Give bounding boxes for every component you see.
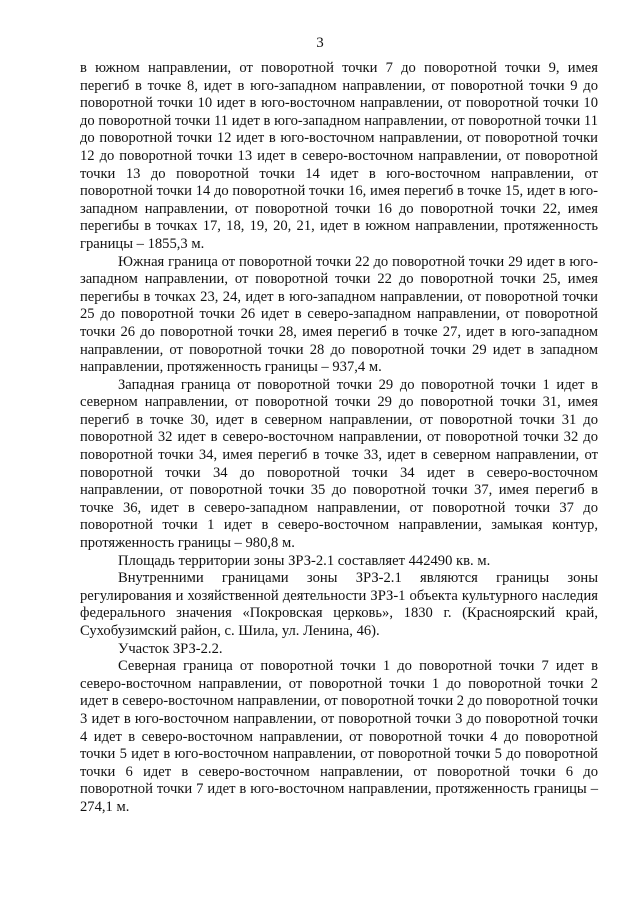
paragraph-west-boundary: Западная граница от поворотной точки 29 до поворотной точки 1 идет в северном направлении, от поворотной точки 29 до поворотной точки 31, имея перегиб в точке 30, идет в северном направлении, от поворотной точки 31 до поворотной 32 идет в северо-восточном направлении, от поворотной точки 32 до поворотной точки 34, имея перегиб в точке 33, идет в северном направлении, от поворотной точки 34 до поворотной точки 34 идет в северо-восточном направлении, от поворотной точки 35 до поворотной точки 37, имея перегиб в точке 36, идет в северо-западном направлении, от поворотной точки 37 до поворотной точки 1 идет в северо-восточном направлении, замыкая контур, протяженность границы – 980,8 м.: [80, 376, 598, 552]
paragraph-section-north-boundary: Северная граница от поворотной точки 1 до поворотной точки 7 идет в северо-восточном направлении, от поворотной точки 1 до поворотной точки 2 идет в северо-восточном направлении, от поворотной точки 2 до поворотной точки 3 идет в юго-восточном направлении, от поворотной точки 3 до поворотной точки 4 идет в северо-восточном направлении, от поворотной точки 4 до поворотной точки 5 идет в юго-восточном направлении, от поворотной точки 5 до поворотной точки 6 идет в северо-восточном направлении, от поворотной точки 6 до поворотной точки 7 идет в юго-восточном направлении, протяженность границы – 274,1 м.: [80, 658, 598, 815]
page-number: 3: [316, 35, 324, 51]
paragraph-north-boundary-continuation: в южном направлении, от поворотной точки 7 до поворотной точки 9, имея перегиб в точке 8, идет в юго-западном направлении, от поворотной точки 9 до поворотной точки 10 идет в юго-восточном направлении, от поворотной точки 10 до поворотной точки 11 идет в юго-западном направлении, от поворотной точки 11 до поворотной точки 12 идет в юго-восточном направлении, от поворотной точки 12 до поворотной точки 13 идет в северо-восточном направлении, от поворотной точки 13 до поворотной точки 14 идет в юго-восточном направлении, от поворотной точки 14 до поворотной точки 16, имея перегиб в точке 15, идет в юго-западном направлении, от поворотной точки 16 до поворотной точки 22, имея перегибы в точках 17, 18, 19, 20, 21, идет в южном направлении, протяженность границы – 1855,3 м.: [80, 60, 598, 252]
paragraph-zone-area: Площадь территории зоны ЗРЗ-2.1 составляет 442490 кв. м.: [118, 552, 491, 569]
document-body: [80, 60, 598, 817]
paragraph-section-heading: Участок ЗРЗ-2.2.: [118, 640, 223, 657]
paragraph-inner-boundaries: Внутренними границами зоны ЗРЗ-2.1 являются границы зоны регулирования и хозяйственной деятельности ЗРЗ-1 объекта культурного наследия федерального значения «Покровская церковь», 1830 г. (Красноярский край, Сухобузимский район, с. Шила, ул. Ленина, 46).: [80, 570, 598, 639]
paragraph-south-boundary: Южная граница от поворотной точки 22 до поворотной точки 29 идет в юго-западном направлении, от поворотной точки 22 до поворотной точки 25, имея перегибы в точках 23, 24, идет в юго-западном направлении, от поворотной точки 25 до поворотной точки 26 идет в северо-западном направлении, от поворотной точки 26 до поворотной точки 28, имея перегиб в точке 27, идет в юго-западном направлении, от поворотной точки 28 до поворотной точки 29 идет в западном направлении, протяженность границы – 937,4 м.: [80, 253, 598, 376]
